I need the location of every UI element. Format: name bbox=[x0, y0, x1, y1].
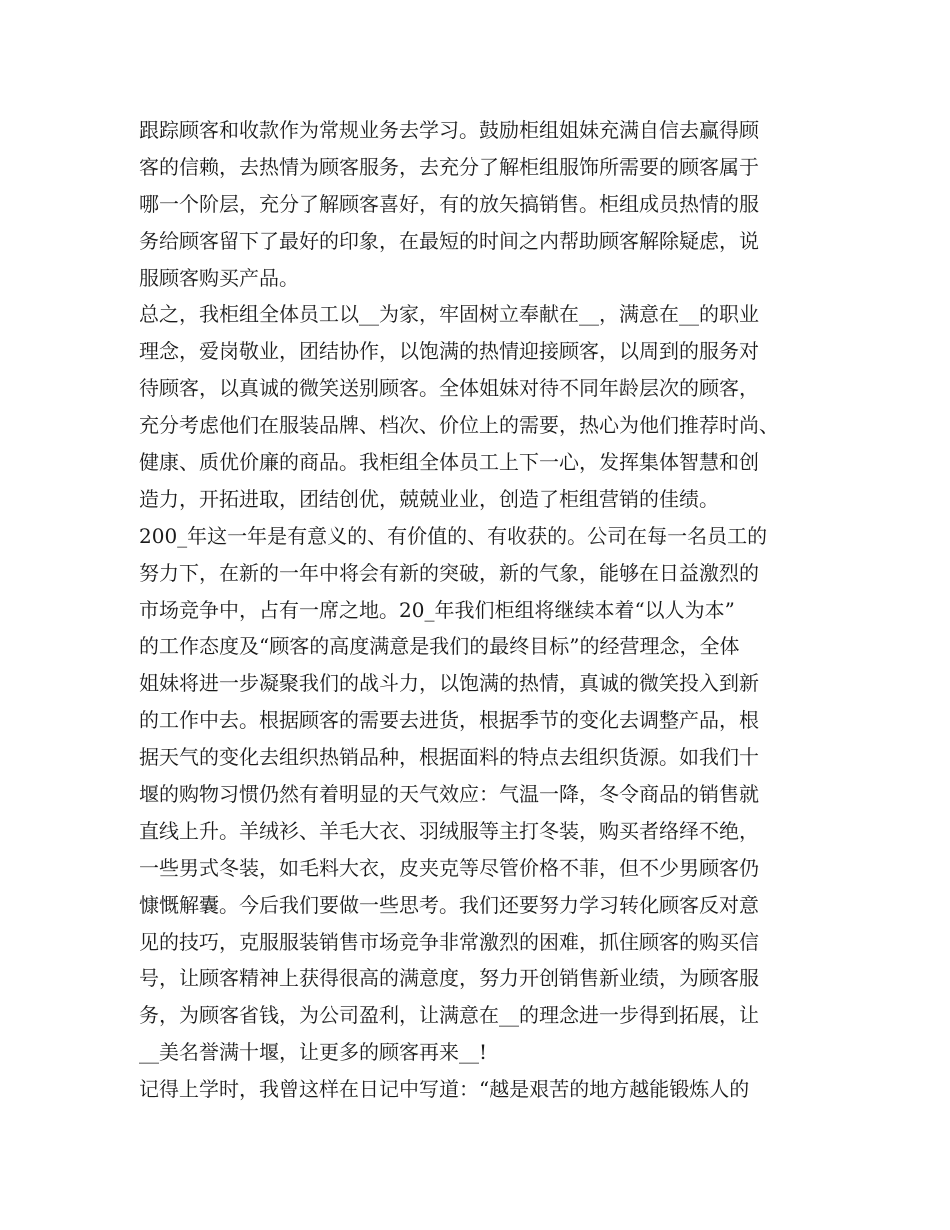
text-line: __美名誉满十堰，让更多的顾客再来__! bbox=[139, 1040, 488, 1065]
text-line: 服顾客购买产品。 bbox=[139, 265, 299, 290]
text-line: 直线上升。羊绒衫、羊毛大衣、羽绒服等主打冬装，购买者络绎不绝， bbox=[139, 818, 759, 843]
text-line: 市场竞争中，占有一席之地。20_年我们柜组将继续本着“以人为本” bbox=[139, 597, 735, 622]
text-line: 理念，爱岗敬业，团结协作，以饱满的热情迎接顾客，以周到的服务对 bbox=[139, 339, 759, 364]
text-line: 充分考虑他们在服装品牌、档次、价位上的需要，热心为他们推荐时尚、 bbox=[139, 413, 779, 438]
text-line: 堰的购物习惯仍然有着明显的天气效应：气温一降，冬令商品的销售就 bbox=[139, 782, 759, 807]
text-line: 哪一个阶层，充分了解顾客喜好，有的放矢搞销售。柜组成员热情的服 bbox=[139, 191, 759, 216]
text-line: 待顾客，以真诚的微笑送别顾客。全体姐妹对待不同年龄层次的顾客， bbox=[139, 376, 759, 401]
paragraph-1 bbox=[139, 112, 819, 296]
text-line: 200_年这一年是有意义的、有价值的、有收获的。公司在每一名员工的 bbox=[139, 523, 768, 548]
text-line: 的工作态度及“顾客的高度满意是我们的最终目标”的经营理念，全体 bbox=[139, 634, 740, 659]
text-line: 的工作中去。根据顾客的需要去进货，根据季节的变化去调整产品，根 bbox=[139, 708, 759, 733]
paragraph-4 bbox=[139, 1071, 819, 1108]
text-line: 见的技巧，克服服装销售市场竞争非常激烈的困难，抓住顾客的购买信 bbox=[139, 929, 759, 954]
text-line: 努力下，在新的一年中将会有新的突破，新的气象，能够在日益激烈的 bbox=[139, 560, 759, 585]
text-line: 据天气的变化去组织热销品种，根据面料的特点去组织货源。如我们十 bbox=[139, 745, 759, 770]
text-line: 健康、质优价廉的商品。我柜组全体员工上下一心，发挥集体智慧和创 bbox=[139, 450, 759, 475]
text-line: 姐妹将进一步凝聚我们的战斗力，以饱满的热情，真诚的微笑投入到新 bbox=[139, 671, 759, 696]
text-line: 慷慨解囊。今后我们要做一些思考。我们还要努力学习转化顾客反对意 bbox=[139, 892, 759, 917]
text-line: 客的信赖，去热情为顾客服务，去充分了解柜组服饰所需要的顾客属于 bbox=[139, 154, 759, 179]
text-line: 记得上学时，我曾这样在日记中写道：“越是艰苦的地方越能锻炼人的 bbox=[139, 1077, 750, 1102]
text-line: 跟踪顾客和收款作为常规业务去学习。鼓励柜组姐妹充满自信去赢得顾 bbox=[139, 118, 759, 142]
text-line: 务，为顾客省钱，为公司盈利，让满意在__的理念进一步得到拓展，让 bbox=[139, 1003, 759, 1028]
paragraph-3 bbox=[139, 518, 819, 1071]
document-page bbox=[139, 112, 819, 1108]
text-line: 务给顾客留下了最好的印象，在最短的时间之内帮助顾客解除疑虑，说 bbox=[139, 228, 759, 253]
text-line: 造力，开拓进取，团结创优，兢兢业业，创造了柜组营销的佳绩。 bbox=[139, 486, 719, 511]
text-line: 一些男式冬装，如毛料大衣，皮夹克等尽管价格不菲，但不少男顾客仍 bbox=[139, 855, 759, 880]
text-line: 总之，我柜组全体员工以__为家，牢固树立奉献在__，满意在__的职业 bbox=[139, 302, 759, 327]
paragraph-2 bbox=[139, 296, 819, 517]
text-line: 号，让顾客精神上获得很高的满意度，努力开创销售新业绩，为顾客服 bbox=[139, 966, 759, 991]
